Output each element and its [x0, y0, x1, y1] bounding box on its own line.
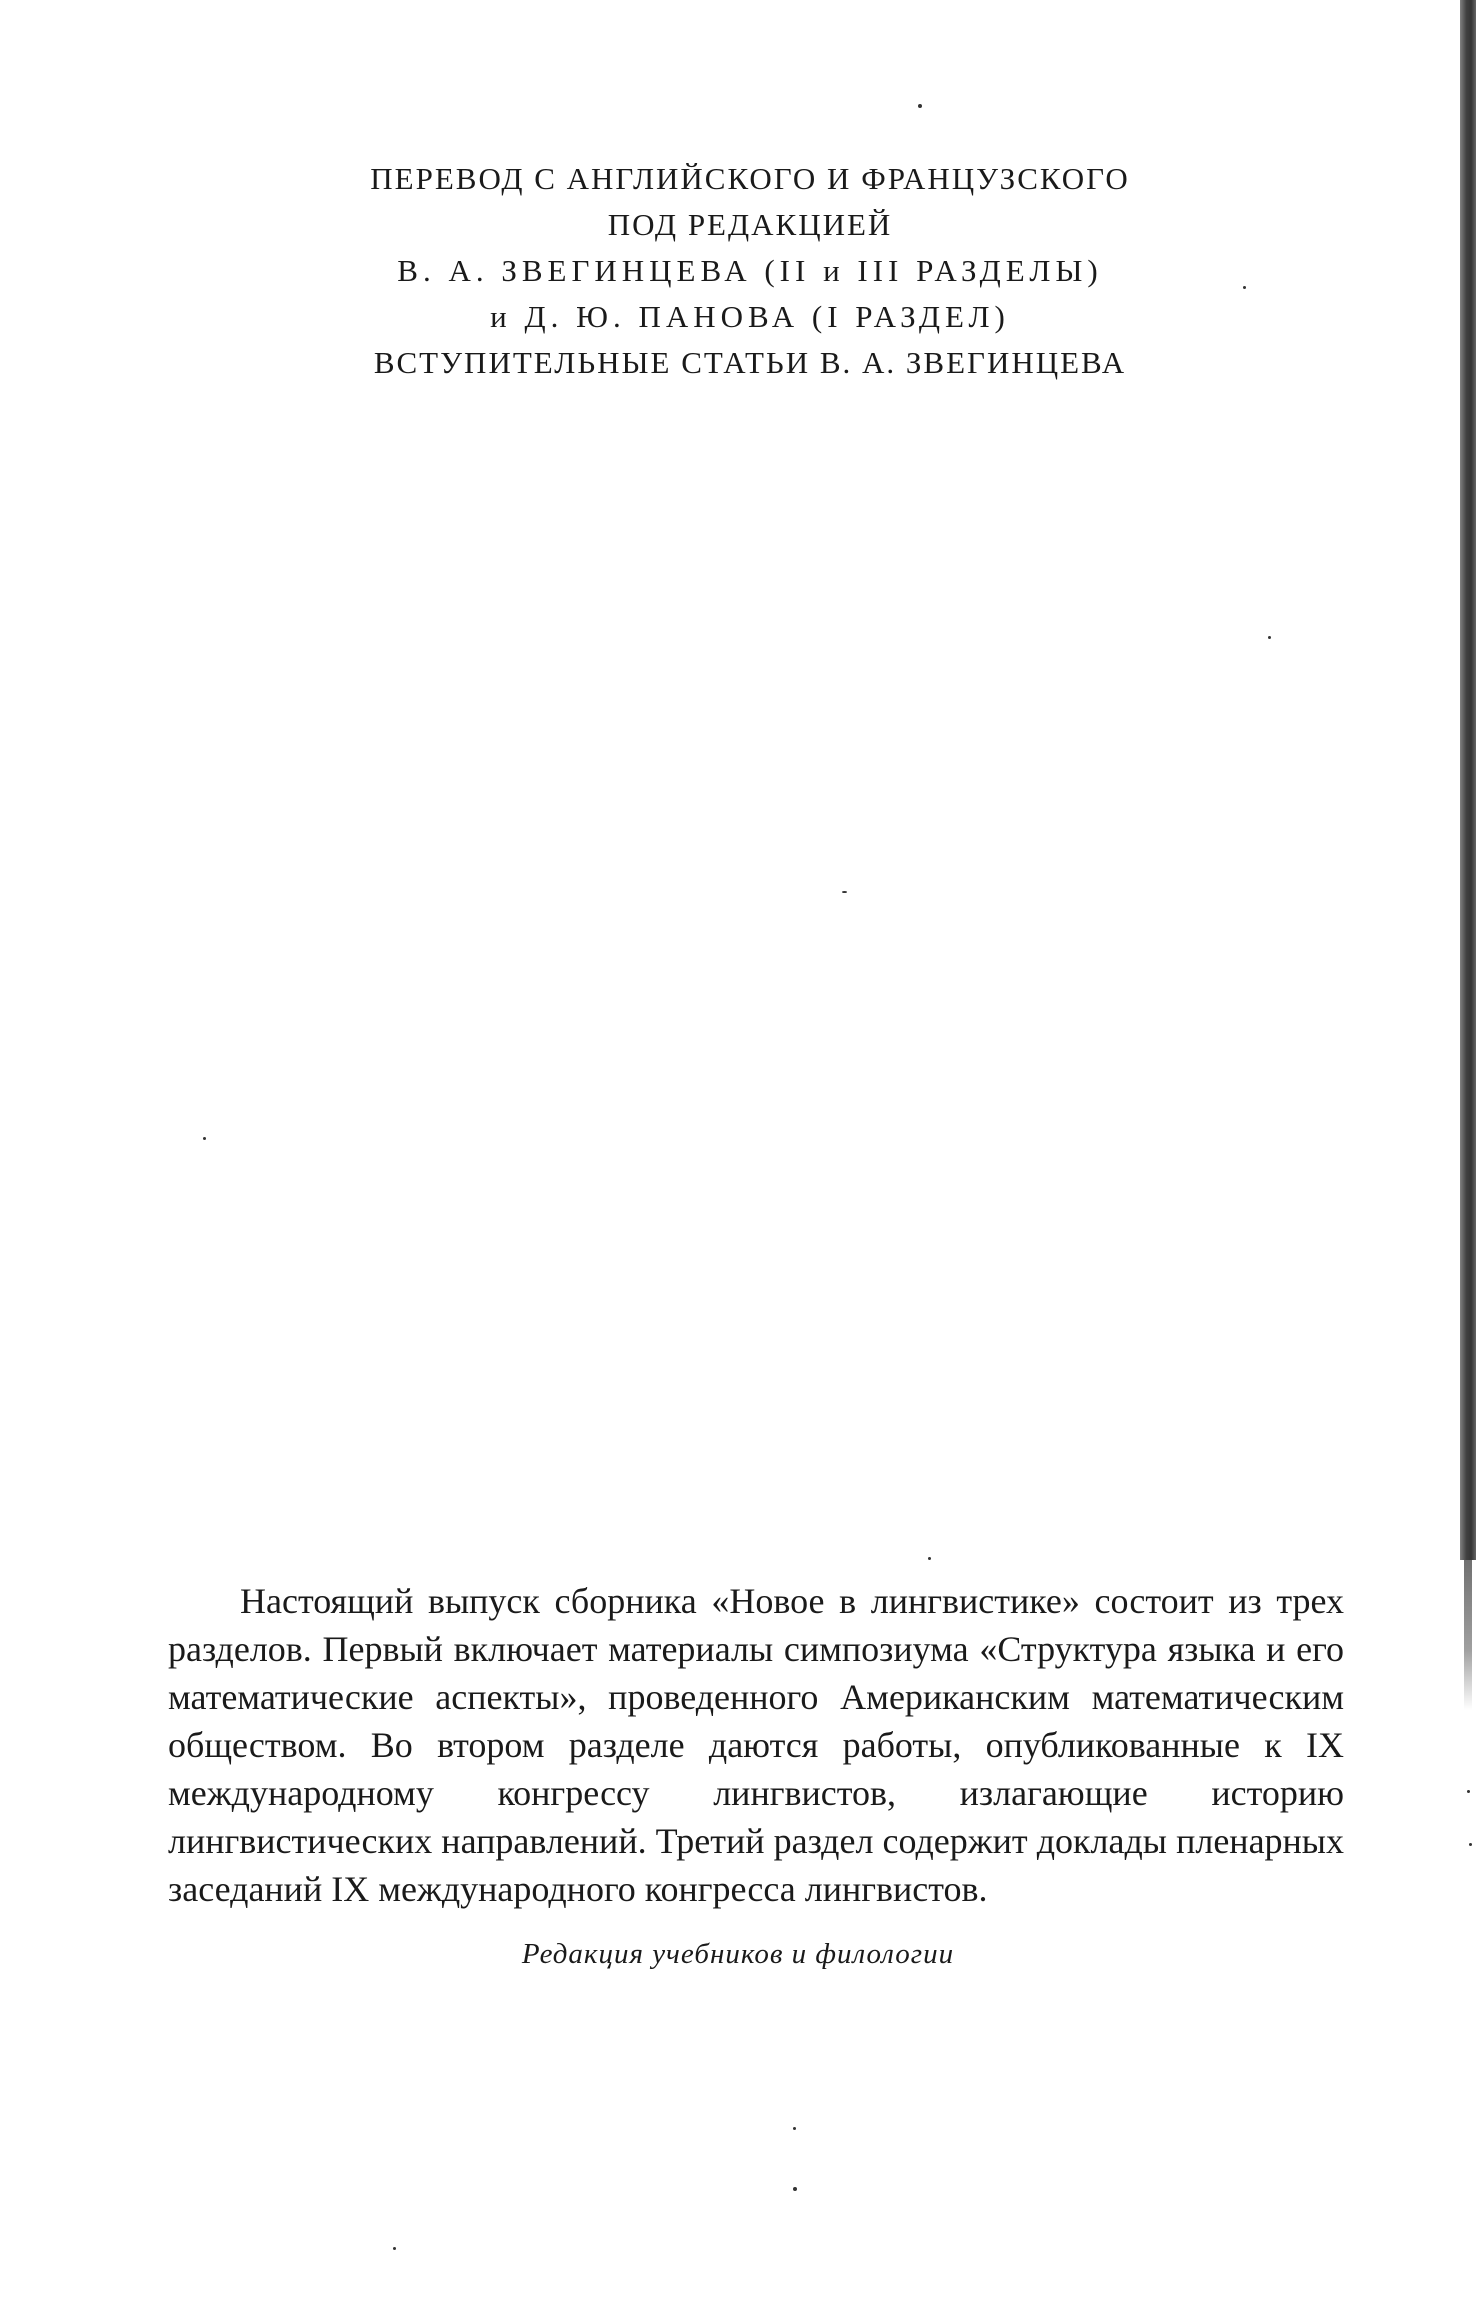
credits-line-translation: ПЕРЕВОД С АНГЛИЙСКОГО И ФРАНЦУЗСКОГО — [370, 161, 1130, 196]
publisher-signature: Редакция учебников и филологии — [521, 1938, 955, 1970]
scan-speck — [793, 2127, 796, 2130]
scan-speck — [1467, 1790, 1470, 1793]
credits-line-editor-zvegintsev: В. А. ЗВЕГИНЦЕВА (II и III РАЗДЕЛЫ) — [397, 253, 1103, 288]
scan-speck — [203, 1137, 206, 1140]
scan-speck — [918, 104, 922, 108]
scan-speck — [842, 891, 847, 893]
credits-line-introductory-articles: ВСТУПИТЕЛЬНЫЕ СТАТЬИ В. А. ЗВЕГИНЦЕВА — [373, 345, 1127, 380]
scan-speck — [1243, 286, 1246, 289]
credits-line-editors-heading: ПОД РЕДАКЦИЕЙ — [607, 207, 893, 242]
annotation-paragraph: Настоящий выпуск сборника «Новое в лингвистике» состоит из трех разделов. Первый включает материалы симпозиума «Структура языка и его математические аспекты», проведенного Американским математическим обществом. Во втором разделе даются работы, опубликованные к IX международному конгрессу лингвистов, излагающие историю лингвистических направлений. Третий раздел содержит доклады пленарных заседаний IX международного конгресса лингвистов. — [168, 1581, 1344, 1909]
binding-shadow-lower — [1464, 1560, 1472, 1710]
scan-speck — [1268, 636, 1271, 639]
binding-shadow — [1460, 0, 1476, 1560]
scan-speck — [928, 1557, 931, 1560]
book-annotation — [168, 1577, 1344, 1913]
scan-speck — [793, 2187, 797, 2191]
credits-line-editor-panov: и Д. Ю. ПАНОВА (I РАЗДЕЛ) — [490, 299, 1010, 334]
scan-speck — [393, 2247, 396, 2250]
scan-speck — [1469, 1843, 1472, 1846]
translation-credits — [240, 156, 1260, 386]
